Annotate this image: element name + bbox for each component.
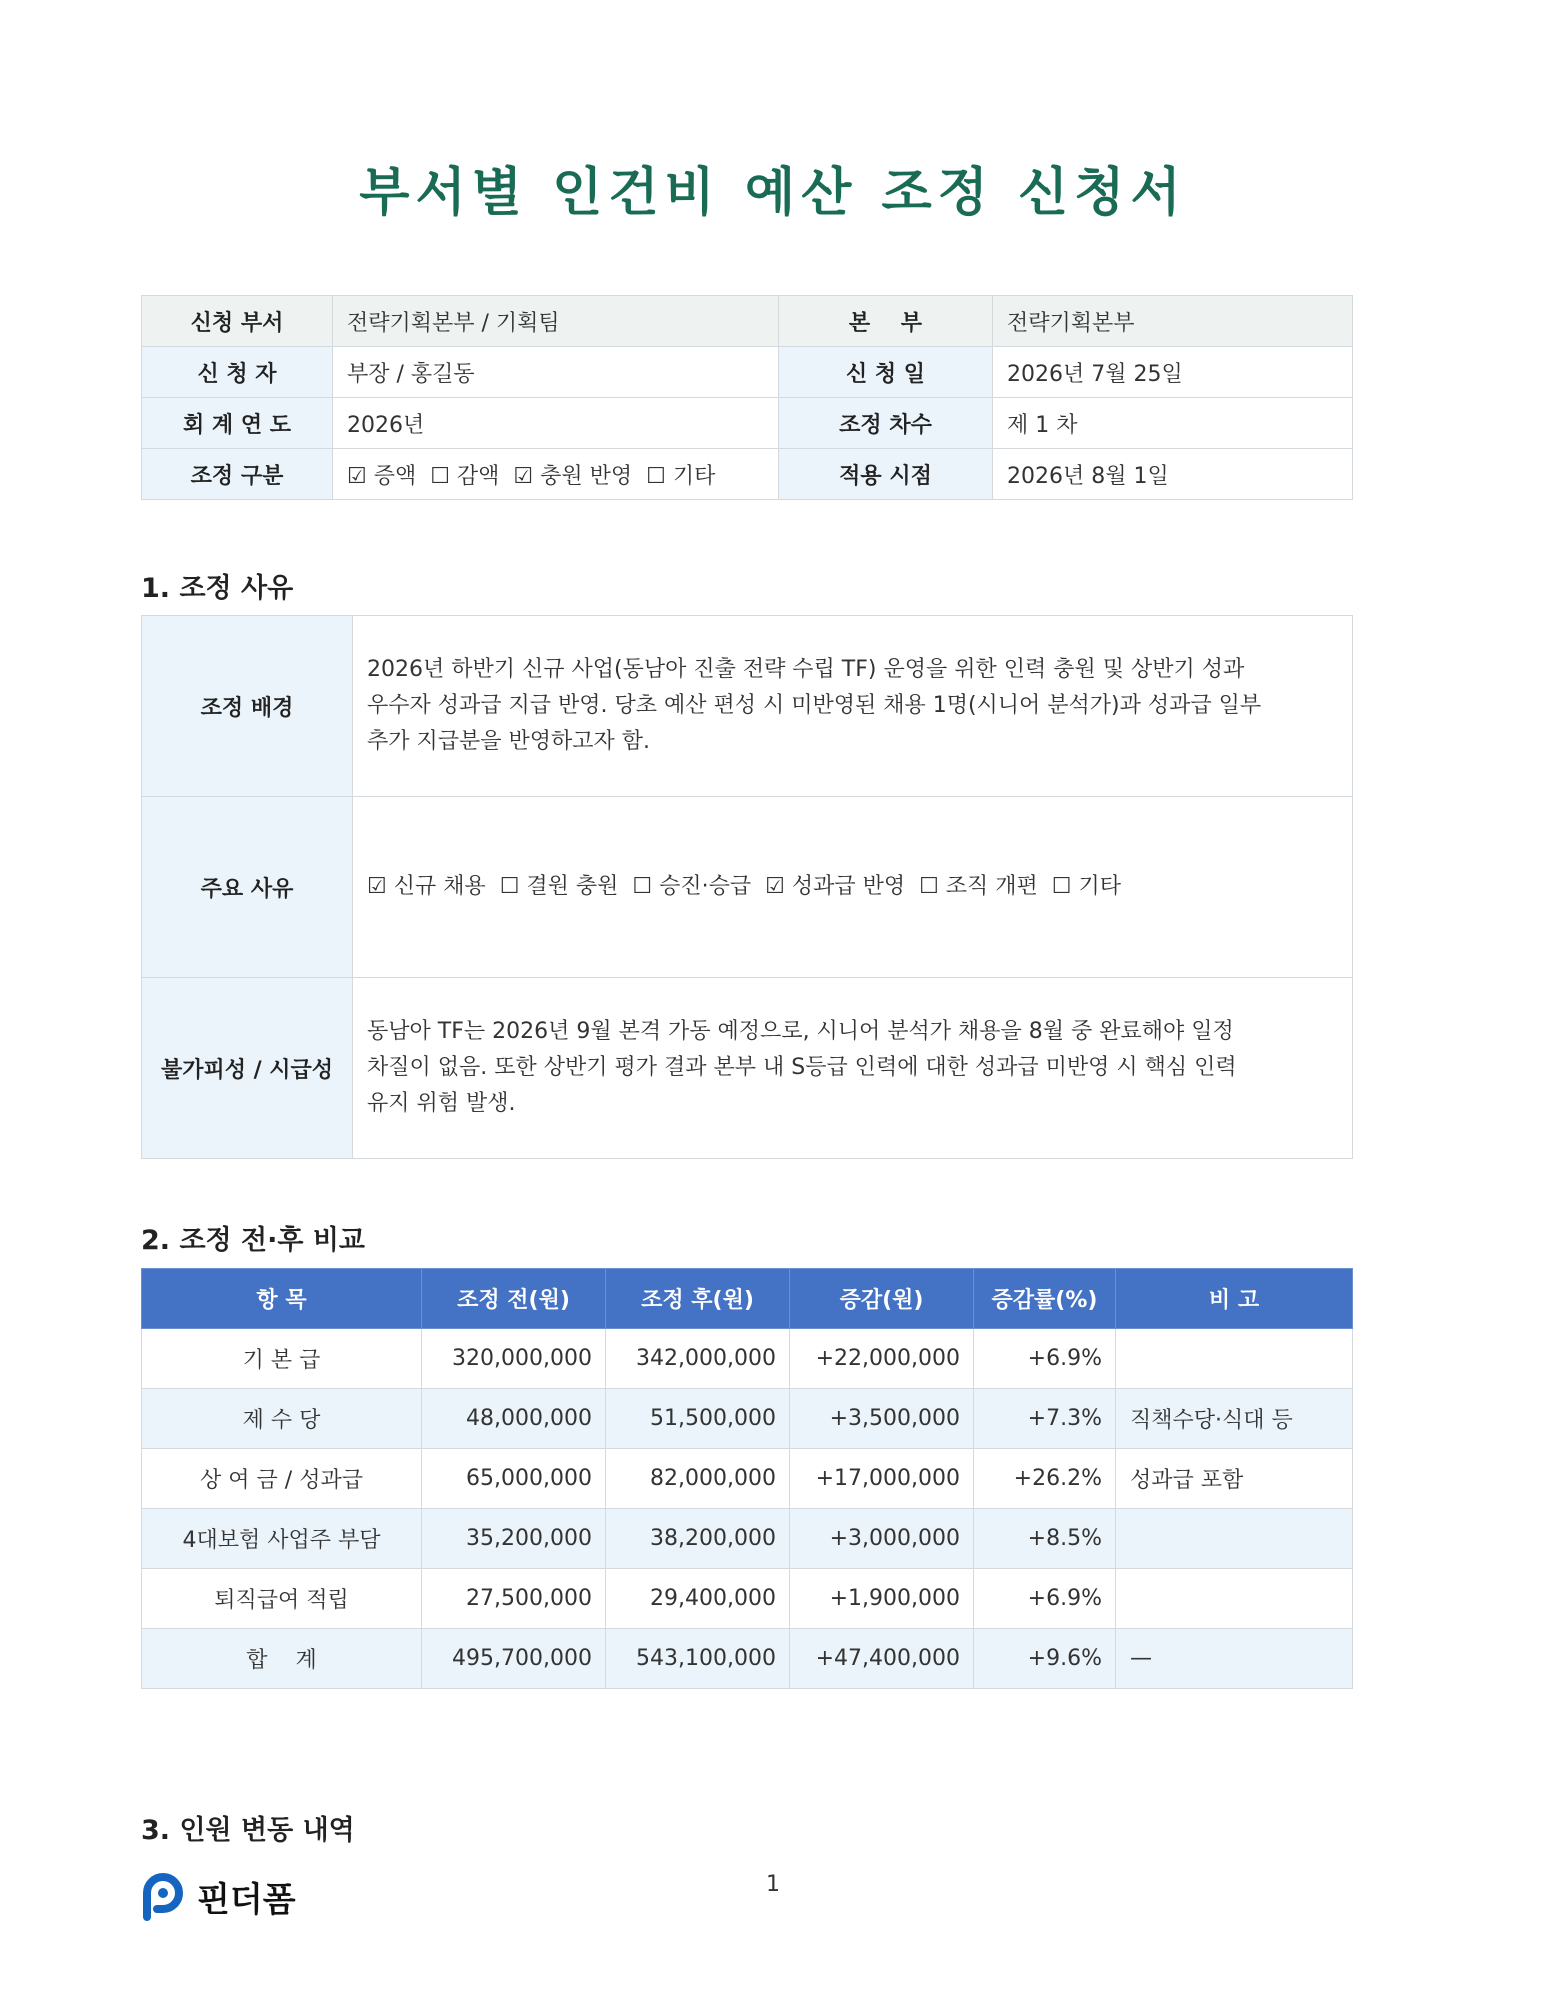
urgency-line: 유지 위험 발생. [367, 1091, 516, 1116]
urgency-line: 차질이 없음. 또한 상반기 평가 결과 본부 내 S등급 인력에 대한 성과급 미반영 시 핵심 인력 [367, 1055, 1237, 1080]
row-rate: +26.2% [974, 1449, 1116, 1509]
section-2-title: 2. 조정 전·후 비교 [141, 1225, 365, 1256]
table-row [142, 1389, 1353, 1449]
row-rate: +9.6% [974, 1629, 1116, 1689]
background-text [353, 616, 1353, 797]
section-3-title: 3. 인원 변동 내역 [141, 1815, 355, 1846]
section-1-title: 1. 조정 사유 [141, 573, 294, 604]
dept-label: 신청 부서 [142, 296, 333, 347]
row-note [1116, 1509, 1353, 1569]
row-diff: +47,400,000 [790, 1629, 974, 1689]
fiscal-year-value: 2026년 [333, 398, 779, 449]
header-before: 조정 전(원) [422, 1269, 606, 1329]
hq-value: 전략기획본부 [993, 296, 1353, 347]
row-before: 48,000,000 [422, 1389, 606, 1449]
row-after: 29,400,000 [606, 1569, 790, 1629]
urgency-text [353, 978, 1353, 1159]
page-title: 부서별 인건비 예산 조정 신청서 [359, 163, 1187, 223]
type-checkboxes[interactable]: ☑ 증액 ☐ 감액 ☑ 충원 반영 ☐ 기타 [333, 449, 779, 500]
row-before: 27,500,000 [422, 1569, 606, 1629]
table-row [142, 1509, 1353, 1569]
row-diff: +1,900,000 [790, 1569, 974, 1629]
urgency-line: 동남아 TF는 2026년 9월 본격 가동 예정으로, 시니어 분석가 채용을 8월 중 완료해야 일정 [367, 1019, 1234, 1044]
row-after: 38,200,000 [606, 1509, 790, 1569]
header-diff: 증감(원) [790, 1269, 974, 1329]
row-rate: +7.3% [974, 1389, 1116, 1449]
dept-value: 전략기획본부 / 기획팀 [333, 296, 779, 347]
main-reason-checkboxes[interactable]: ☑ 신규 채용 ☐ 결원 충원 ☐ 승진·승급 ☑ 성과급 반영 ☐ 조직 개편 ☐ 기타 [353, 797, 1353, 978]
row-rate: +6.9% [974, 1569, 1116, 1629]
row-before: 495,700,000 [422, 1629, 606, 1689]
background-line: 2026년 하반기 신규 사업(동남아 진출 전략 수립 TF) 운영을 위한 인력 충원 및 상반기 성과 [367, 657, 1245, 682]
row-before: 35,200,000 [422, 1509, 606, 1569]
row-diff: +3,500,000 [790, 1389, 974, 1449]
info-row [142, 398, 1353, 449]
row-diff: +17,000,000 [790, 1449, 974, 1509]
row-rate: +8.5% [974, 1509, 1116, 1569]
round-label: 조정 차수 [779, 398, 993, 449]
row-item: 기 본 급 [142, 1329, 422, 1389]
row-note: 직책수당·식대 등 [1116, 1389, 1353, 1449]
applicant-label: 신 청 자 [142, 347, 333, 398]
header-item: 항 목 [142, 1269, 422, 1329]
row-diff: +3,000,000 [790, 1509, 974, 1569]
row-item: 퇴직급여 적립 [142, 1569, 422, 1629]
round-value: 제 1 차 [993, 398, 1353, 449]
effective-value: 2026년 8월 1일 [993, 449, 1353, 500]
header-after: 조정 후(원) [606, 1269, 790, 1329]
info-row [142, 449, 1353, 500]
background-line: 우수자 성과급 지급 반영. 당초 예산 편성 시 미반영된 채용 1명(시니어 분석가)과 성과급 일부 [367, 693, 1262, 718]
row-note: — [1116, 1629, 1353, 1689]
row-after: 51,500,000 [606, 1389, 790, 1449]
info-row [142, 296, 1353, 347]
header-rate: 증감률(%) [974, 1269, 1116, 1329]
comparison-table [141, 1268, 1353, 1689]
reason-row [142, 616, 1353, 797]
row-item: 합 계 [142, 1629, 422, 1689]
date-label: 신 청 일 [779, 347, 993, 398]
header-note: 비 고 [1116, 1269, 1353, 1329]
row-item: 상 여 금 / 성과급 [142, 1449, 422, 1509]
row-before: 320,000,000 [422, 1329, 606, 1389]
total-row [142, 1629, 1353, 1689]
reason-row [142, 797, 1353, 978]
table-row [142, 1449, 1353, 1509]
reason-row [142, 978, 1353, 1159]
fiscal-year-label: 회 계 연 도 [142, 398, 333, 449]
background-label: 조정 배경 [142, 616, 353, 797]
row-note [1116, 1569, 1353, 1629]
row-after: 543,100,000 [606, 1629, 790, 1689]
urgency-label: 불가피성 / 시급성 [142, 978, 353, 1159]
brand-name: 핀더폼 [197, 1880, 296, 1920]
reason-table [141, 615, 1353, 1159]
background-line: 추가 지급분을 반영하고자 함. [367, 729, 650, 754]
row-after: 342,000,000 [606, 1329, 790, 1389]
hq-label: 본 부 [779, 296, 993, 347]
row-item: 제 수 당 [142, 1389, 422, 1449]
row-item: 4대보험 사업주 부담 [142, 1509, 422, 1569]
row-note [1116, 1329, 1353, 1389]
info-row [142, 347, 1353, 398]
table-row [142, 1329, 1353, 1389]
application-info-table [141, 295, 1353, 500]
date-value: 2026년 7월 25일 [993, 347, 1353, 398]
row-note: 성과급 포함 [1116, 1449, 1353, 1509]
page-number: 1 [766, 1872, 780, 1897]
row-before: 65,000,000 [422, 1449, 606, 1509]
main-reason-label: 주요 사유 [142, 797, 353, 978]
table-row [142, 1569, 1353, 1629]
row-rate: +6.9% [974, 1329, 1116, 1389]
row-after: 82,000,000 [606, 1449, 790, 1509]
effective-label: 적용 시점 [779, 449, 993, 500]
applicant-value: 부장 / 홍길동 [333, 347, 779, 398]
type-label: 조정 구분 [142, 449, 333, 500]
row-diff: +22,000,000 [790, 1329, 974, 1389]
comparison-header-row [142, 1269, 1353, 1329]
